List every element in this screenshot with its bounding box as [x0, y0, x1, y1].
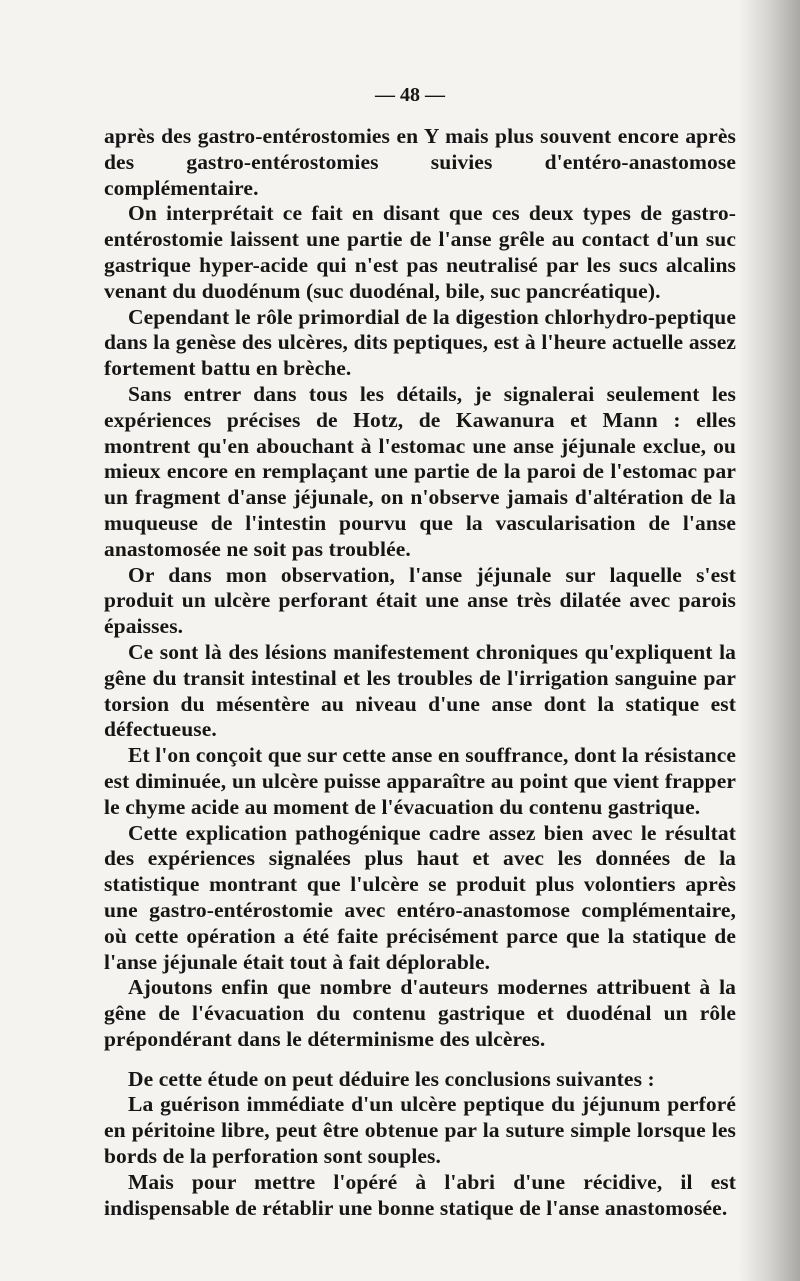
paragraph: Ce sont là des lésions manifestement chroniques qu'expliquent la gêne du transit intestinal et les troubles de l'irrigation sanguine par torsion du mésentère au niveau d'une anse dont la statique est défectueuse.: [104, 639, 736, 742]
paragraph: Cette explication pathogénique cadre assez bien avec le résultat des expériences signalées plus haut et avec les données de la statistique montrant que l'ulcère se produit plus volontiers après une gastro-entérostomie avec entéro-anastomose complémentaire, où cette opération a été faite précisément parce que la statique de l'anse jéjunale était tout à fait déplorable.: [104, 820, 736, 974]
paragraph: De cette étude on peut déduire les conclusions suivantes :: [128, 1066, 655, 1091]
paragraph: Or dans mon observation, l'anse jéjunale sur laquelle s'est produit un ulcère perforant était une anse très dilatée avec parois épaisses.: [104, 562, 736, 639]
paragraph: Ajoutons enfin que nombre d'auteurs modernes attribuent à la gêne de l'évacuation du contenu gastrique et duodénal un rôle prépondérant dans le déterminisme des ulcères.: [104, 975, 736, 1051]
paragraph: Sans entrer dans tous les détails, je signalerai seulement les expériences précises de Hotz, de Kawanura et Mann : elles montrent qu'en abouchant à l'estomac une anse jéjunale exclue, ou mieux encore en remplaçant une partie de la paroi de l'estomac par un fragment d'anse jéjunale, on n'observe jamais d'altération de la muqueuse de l'intestin pourvu que la vascularisation de l'anse anastomosée ne soit pas troublée.: [104, 381, 736, 561]
body-text: [104, 124, 736, 1221]
paragraph: après des gastro-entérostomies en Y mais plus souvent encore après des gastro-entérostomies suivies d'entéro-anastomose complémentaire.: [104, 124, 736, 200]
paragraph: La guérison immédiate d'un ulcère peptique du jéjunum perforé en péritoine libre, peut être obtenue par la suture simple lorsque les bords de la perforation sont souples.: [104, 1092, 736, 1169]
paragraph: Cependant le rôle primordial de la digestion chlorhydro-peptique dans la genèse des ulcères, dits peptiques, est à l'heure actuelle assez fortement battu en brèche.: [104, 304, 736, 381]
paragraph: On interprétait ce fait en disant que ces deux types de gastro-entérostomie laissent une partie de l'anse grêle au contact d'un suc gastrique hyper-acide qui n'est pas neutralisé par les sucs alcalins venant du duodénum (suc duodénal, bile, suc pancréatique).: [104, 201, 736, 303]
page-number: — 48 —: [375, 84, 445, 106]
page-gutter-shadow: [738, 0, 800, 1281]
paragraph: Et l'on conçoit que sur cette anse en souffrance, dont la résistance est diminuée, un ulcère puisse apparaître au point que vient frapper le chyme acide au moment de l'évacuation du contenu gastrique.: [104, 743, 736, 819]
paragraph: Mais pour mettre l'opéré à l'abri d'une récidive, il est indispensable de rétablir une bonne statique de l'anse anastomosée.: [104, 1169, 736, 1220]
